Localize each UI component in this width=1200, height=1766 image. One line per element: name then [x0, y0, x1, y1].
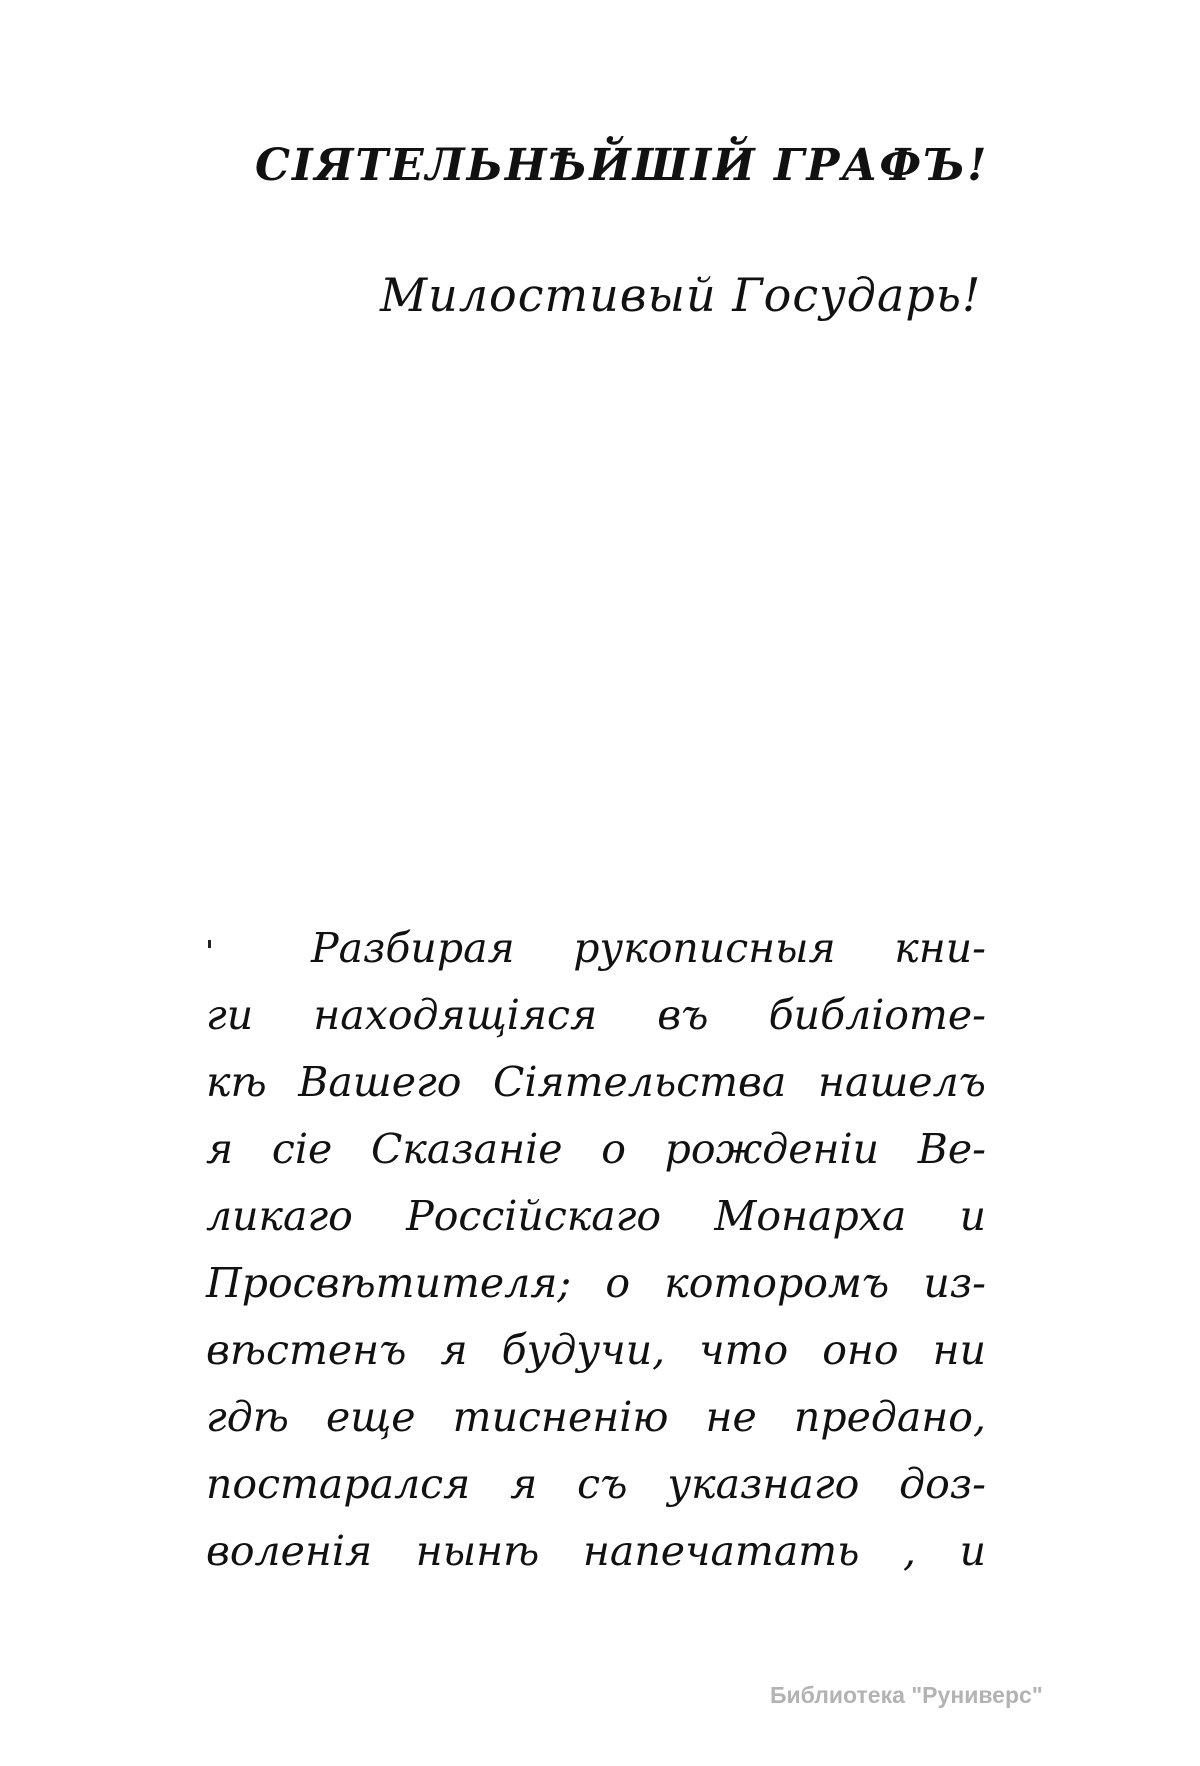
body-text	[206, 915, 986, 1585]
body-line: Разбирая рукописныя кни-	[311, 924, 986, 972]
body-line: Просвѣтителя; о которомъ из-	[206, 1259, 986, 1307]
dedication-title: СІЯТЕЛЬНѢЙШІЙ ГРАФЪ!	[255, 140, 989, 191]
salutation: Милостивый Государь!	[380, 268, 982, 322]
body-line: постарался я съ указнаго доз-	[206, 1460, 986, 1508]
library-watermark: Библиотека "Руниверс"	[770, 1682, 1043, 1708]
body-line: ликаго Россійскаго Монарха и	[206, 1192, 986, 1240]
body-line: воленія нынѣ напечатать , и	[206, 1527, 986, 1575]
body-line: вѣстенъ я будучи, что оно ни	[206, 1326, 986, 1374]
body-line: ги находящіяся въ библіоте-	[206, 991, 986, 1039]
body-line: гдѣ еще тисненію не предано,	[206, 1393, 986, 1441]
body-line: я сіе Сказаніе о рожденіи Ве-	[206, 1125, 986, 1173]
body-line: кѣ Вашего Сіятельства нашелъ	[206, 1058, 986, 1106]
